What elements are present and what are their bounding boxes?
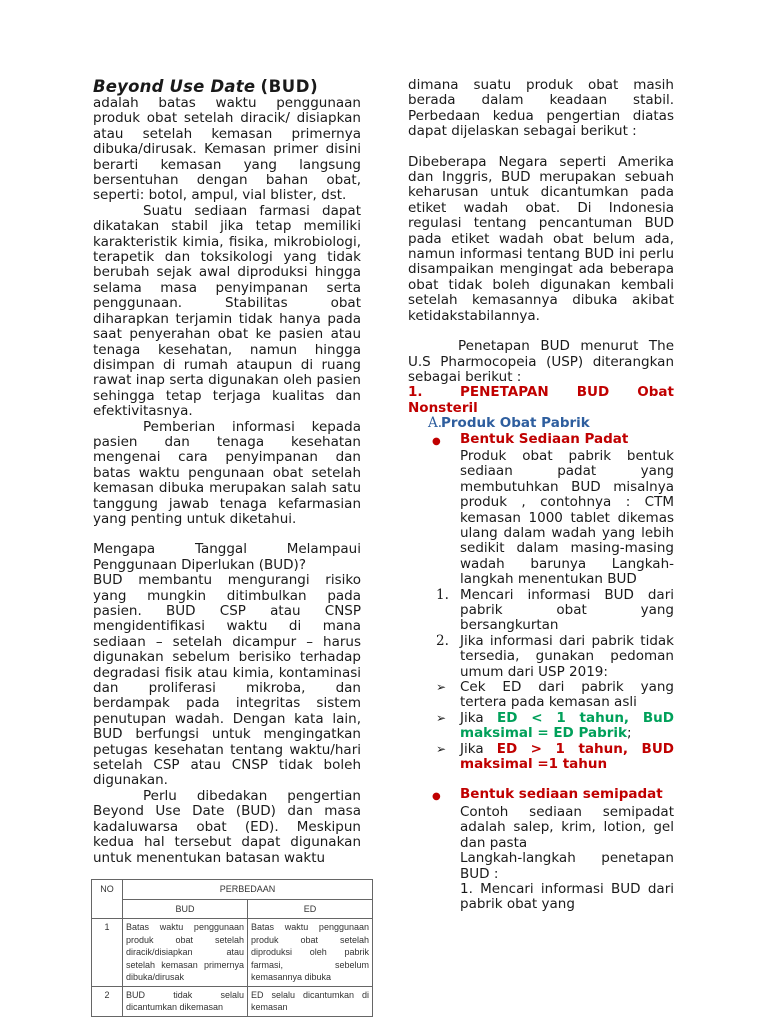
table-row — [92, 986, 373, 1016]
rule-prefix: Jika — [460, 740, 497, 757]
list-item-text — [460, 711, 674, 742]
rule-prefix: Jika — [460, 709, 497, 726]
semisolid-steps-heading: Langkah-langkah penetapan BUD : — [460, 850, 674, 882]
section-heading-nonsteril — [408, 385, 674, 416]
paragraph-information: Pemberian informasi kepada pasien dan tenaga kesehatan mengenai cara penyimpanan dan batas waktu pengunaan obat setelah kemasan dibuka merupakan salah satu tanggung jawab tenaga kefarmasian yang penting untuk diketahui. — [93, 418, 361, 527]
table-cell-ed: Batas waktu penggunaan produk obat setelah diproduksi oleh pabrik farmasi, sebelum kemasannya dibuka — [248, 919, 373, 987]
table-cell-no: 1 — [92, 919, 123, 987]
list-item — [436, 588, 674, 634]
bullet-dot-icon: ● — [432, 791, 441, 803]
list-item — [436, 634, 674, 680]
subsection-title: Produk Obat Pabrik — [441, 415, 590, 432]
bullet-dot-icon: ● — [432, 435, 441, 447]
paragraph-continuation: dimana suatu produk obat masih berada dalam keadaan stabil. Perbedaan kedua pengertian diatas dapat dijelaskan sebagai berikut : — [408, 77, 674, 140]
comparison-table — [91, 879, 373, 1017]
paragraph-bud-definition: adalah batas waktu penggunaan produk obat setelah diracik/ disiapkan atau setelah kemasan primernya dibuka/dirusak. Kemasan primer disini berarti kemasan yang langsung bersentuhan dengan bahan obat, seperti: botol, ampul, vial blister, dst. — [93, 95, 361, 204]
arrow-bullet-icon: ➢ — [436, 741, 447, 756]
subsection-a — [428, 416, 674, 431]
bullet-label: Bentuk sediaan semipadat — [460, 786, 663, 803]
bullet-solid-form — [432, 432, 674, 449]
paragraph-bud-purpose: BUD membantu mengurangi risiko yang mungkin ditimbulkan pada pasien. BUD CSP atau CNSP mengidentifikasi waktu di mana sediaan – setelah dicampur – harus digunakan sebelum berisiko terhadap degradasi fisik atau kimia, kontaminasi dan proliferasi mikroba, dan berdampak pada integritas sistem penutupan wadah. Dengan kata lain, BUD berfungsi untuk mengingatkan petugas kesehatan tentang waktu/hari setelah CSP atau CNSP tidak boleh digunakan. — [93, 572, 361, 789]
table-cell-ed: ED selalu dicantumkan di kemasan — [248, 986, 373, 1016]
table-row — [92, 919, 373, 987]
arrow-bullet-icon: ➢ — [436, 680, 447, 695]
section-title: PENETAPAN BUD Obat Nonsteril — [408, 384, 674, 416]
table-header-ed: ED — [248, 899, 373, 919]
arrow-bullet-icon: ➢ — [436, 710, 447, 725]
bullet-semisolid-form — [432, 787, 674, 804]
table-header-no: NO — [92, 880, 123, 919]
paragraph-regulation: Dibeberapa Negara seperti Amerika dan Inggris, BUD merupakan sebuah keharusan untuk dicantumkan pada etiket wadah obat. Di Indonesia regulasi tentang pencantuman BUD pada etiket wadah obat belum ada, namun informasi tentang BUD ini perlu disampaikan mengingat ada beberapa obat tidak boleh digunakan kembali setelah kemasannya dibuka akibat ketidakstabilannya. — [408, 153, 674, 324]
table-header-bud: BUD — [123, 899, 248, 919]
rule-ed-more-1-year: ED > 1 tahun, BUD maksimal =1 tahun — [460, 740, 674, 773]
list-item-text: Cek ED dari pabrik yang tertera pada kemasan asli — [460, 679, 674, 711]
right-column — [408, 78, 674, 913]
table-cell-bud: BUD tidak selalu dicantumkan dikemasan — [123, 986, 248, 1016]
semisolid-example: Contoh sediaan semipadat adalah salep, krim, lotion, gel dan pasta — [460, 803, 674, 851]
rule-suffix: ; — [627, 725, 632, 742]
rule-ed-less-1-year: ED < 1 tahun, BuD maksimal = ED Pabrik — [460, 709, 674, 742]
table-header-perbedaan: PERBEDAAN — [123, 880, 373, 900]
semisolid-step-1: 1. Mencari informasi BUD dari pabrik obat yang — [460, 880, 674, 913]
subsection-letter: A. — [428, 415, 443, 432]
table-cell-bud: Batas waktu penggunaan produk obat setelah diracik/disiapkan atau setelah kemasan primernya dibuka/dirusak — [123, 919, 248, 987]
solid-form-description: Produk obat pabrik bentuk sediaan padat yang membutuhkan BUD misalnya produk , contohnya : CTM kemasan 1000 tablet dikemas ulang dalam wadah yang lebih sedikit dalam masing-masing wadah barunya Langkah-langkah menentukan BUD — [460, 447, 674, 588]
list-number: 2. — [436, 632, 449, 649]
list-item-text: Jika informasi dari pabrik tidak tersedia, gunakan pedoman umum dari USP 2019: — [460, 632, 674, 680]
title-bold: (BUD) — [260, 77, 319, 96]
list-item — [436, 711, 674, 742]
left-column — [93, 78, 361, 866]
list-item-text: Mencari informasi BUD dari pabrik obat yang bersangkurtan — [460, 586, 674, 634]
title-italic: Beyond Use Date — [93, 77, 256, 96]
question-heading: Mengapa Tanggal Melampaui Penggunaan Diperlukan (BUD)? — [93, 541, 361, 573]
bud-title — [93, 78, 361, 96]
paragraph-usp-intro: Penetapan BUD menurut The U.S Pharmocopeia (USP) diterangkan sebagai berikut : — [408, 338, 674, 385]
list-number: 1. — [436, 586, 449, 603]
paragraph-bud-vs-ed: Perlu dibedakan pengertian Beyond Use Date (BUD) dan masa kadaluwarsa obat (ED). Meskipun kedua hal tersebut dapat digunakan untuk menentukan batasan waktu — [93, 787, 361, 866]
list-item — [436, 742, 674, 773]
list-item-text — [460, 742, 674, 773]
table-cell-no: 2 — [92, 986, 123, 1016]
section-number: 1. — [408, 384, 423, 401]
paragraph-stability: Suatu sediaan farmasi dapat dikatakan stabil jika tetap memiliki karakteristik kimia, fisika, mikrobiologi, terapetik dan toksikologi yang tidak berubah sejak awal diproduksi hingga selama masa penyimpanan serta penggunaan. Stabilitas obat diharapkan terjamin tidak hanya pada saat penyerahan obat ke pasien atau tenaga kesehatan, namun hingga disimpan di rumah ataupun di ruang rawat inap serta digunakan oleh pasien sehingga tetap terjaga kualitas dan efektivitasnya. — [93, 202, 361, 420]
list-item — [436, 680, 674, 711]
bullet-label: Bentuk Sediaan Padat — [460, 430, 629, 447]
